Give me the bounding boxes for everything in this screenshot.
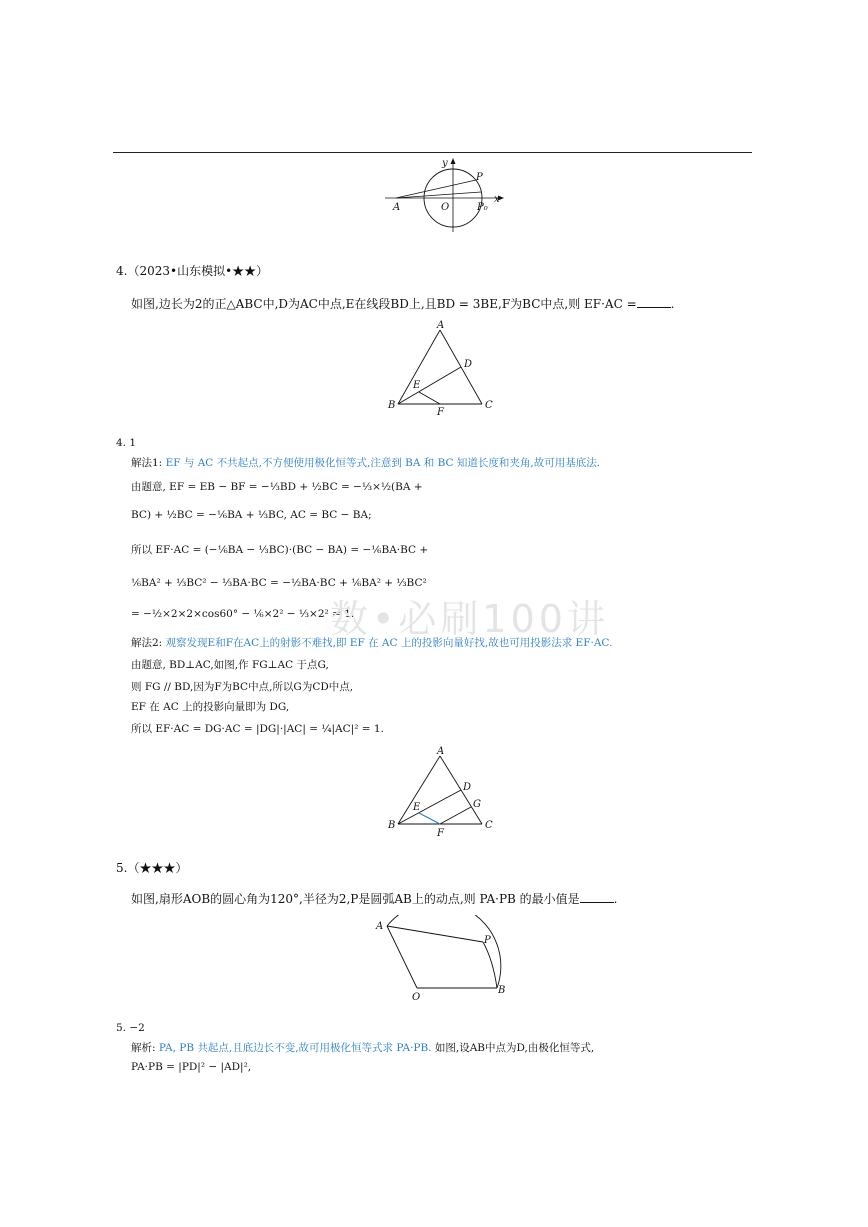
- fig1-label-p0: P₀: [477, 202, 488, 213]
- a4-line2-3: EF 在 AC 上的投影向量即为 DG,: [131, 701, 290, 713]
- a4-fig-label-e: E: [413, 802, 421, 813]
- q4-fig-label-e: E: [413, 380, 421, 391]
- q5-problem: 如图,扇形AOB的圆心角为120°,半径为2,P是圆弧AB上的动点,则 PA·PB 的最小值是 .: [131, 892, 618, 906]
- a4-line-4: ⅙BA² + ⅓BC² − ⅓BA·BC = −½BA·BC + ⅙BA² + ⅓BC²: [131, 577, 427, 589]
- q5-problem-text: 如图,扇形AOB的圆心角为120°,半径为2,P是圆弧AB上的动点,则 PA·PB 的最小值是: [131, 892, 580, 906]
- a4-fig-label-d: D: [463, 782, 472, 793]
- q4-fig-label-b: B: [388, 400, 396, 411]
- a4-line-1: 由题意, EF = EB − BF = −⅓BD + ½BC = −⅓×½(BA +: [131, 481, 423, 493]
- q5-fig-label-b: B: [498, 985, 506, 996]
- q4-fig-label-a: A: [437, 320, 445, 331]
- a4-fig-label-c: C: [485, 820, 493, 831]
- a5-analysis-hint: PA, PB 共起点,且底边长不变,故可用极化恒等式求 PA·PB.: [158, 1042, 432, 1054]
- q5-fig-label-p: P: [484, 935, 491, 946]
- a4-method1-hint: EF 与 AC 不共起点,不方便使用极化恒等式,注意到 BA 和 BC 知道长度和夹角,故可用基底法.: [165, 457, 601, 469]
- q5-fig-label-o: O: [412, 992, 421, 1003]
- fig1-label-x: x: [494, 194, 500, 205]
- a5-analysis-tail: 如图,设AB中点为D,由极化恒等式,: [434, 1042, 595, 1054]
- a4-answer: 4. 1: [116, 437, 137, 449]
- watermark: 数•必刷100讲: [330, 597, 609, 641]
- q5-fig-label-a: A: [376, 921, 384, 932]
- q4-triangle-figure: [385, 318, 500, 418]
- a5-last-line: PA·PB = |PD|² − |AD|²,: [131, 1061, 252, 1073]
- q4-problem-text: 如图,边长为2的正△ABC中,D为AC中点,E在线段BD上,且BD = 3BE,F为BC中点,则 EF·AC =: [131, 297, 637, 311]
- a4-method1-label: 解法1:: [131, 457, 163, 469]
- a5-answer: 5. −2: [116, 1022, 145, 1034]
- a4-fig-label-g: G: [473, 799, 481, 810]
- fig1-label-y: y: [442, 158, 448, 169]
- a4-line2-2: 则 FG // BD,因为F为BC中点,所以G为CD中点,: [131, 681, 354, 693]
- a4-line2-4: 所以 EF·AC = DG·AC = |DG|·|AC| = ¼|AC|² = 1.: [131, 723, 384, 735]
- a4-line-2: BC) + ½BC = −⅙BA + ⅓BC, AC = BC − BA;: [131, 509, 372, 521]
- a4-method2-hint: 观察发现E和F在AC上的射影不难找,即 EF 在 AC 上的投影向量好找,故也可用投影法求 EF·AC.: [165, 637, 613, 649]
- q4-header: 4.（2023•山东模拟•★★）: [116, 264, 269, 278]
- q5-header: 5.（★★★）: [116, 861, 188, 875]
- a5-analysis-label: 解析:: [131, 1042, 156, 1054]
- q5-answer-blank[interactable]: [580, 891, 614, 903]
- circle-figure: [380, 156, 510, 236]
- a4-triangle-figure: [385, 744, 500, 844]
- a4-fig-label-a: A: [437, 746, 445, 757]
- q4-fig-label-c: C: [485, 400, 493, 411]
- a4-fig-label-f: F: [437, 828, 444, 839]
- q4-fig-label-d: D: [464, 359, 473, 370]
- q4-fig-label-f: F: [437, 407, 444, 418]
- a4-fig-label-b: B: [388, 820, 396, 831]
- top-divider: [113, 152, 752, 153]
- fig1-label-o: O: [441, 202, 450, 213]
- a4-method2-label: 解法2:: [131, 637, 163, 649]
- q4-problem: 如图,边长为2的正△ABC中,D为AC中点,E在线段BD上,且BD = 3BE,F为BC中点,则 EF·AC = .: [131, 297, 675, 311]
- a4-line2-1: 由题意, BD⊥AC,如图,作 FG⊥AC 于点G,: [131, 659, 329, 671]
- a4-line-5: = −½×2×2×cos60° − ⅙×2² − ⅓×2² = 1.: [131, 608, 355, 620]
- fig1-label-a: A: [393, 202, 401, 213]
- q5-sector-figure: [372, 915, 512, 1003]
- a4-method2: [131, 636, 612, 650]
- fig1-label-p: P: [476, 172, 483, 183]
- a4-method1: [131, 456, 600, 470]
- a5-analysis: [131, 1041, 594, 1055]
- q4-answer-blank[interactable]: [637, 296, 671, 308]
- a4-line-3: 所以 EF·AC = (−⅙BA − ⅓BC)·(BC − BA) = −⅙BA·BC +: [131, 544, 429, 556]
